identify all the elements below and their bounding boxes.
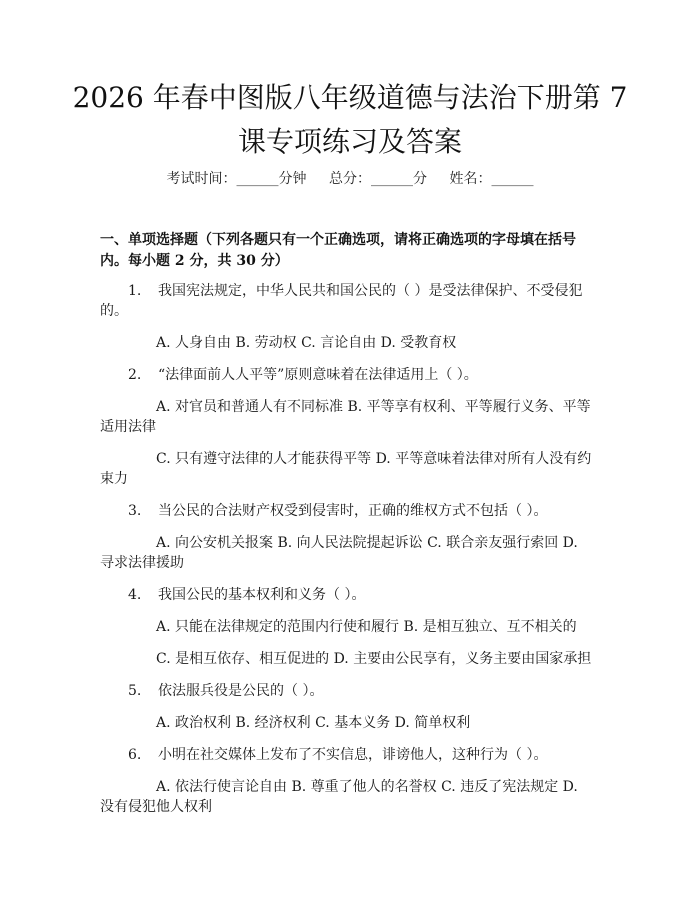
question-text: 我国公民的基本权利和义务（ ）。 (158, 587, 366, 603)
question-3-options-line1: A. 向公安机关报案 B. 向人民法院提起诉讼 C. 联合亲友强行索回 D. (156, 535, 578, 551)
question-number: 2. (128, 367, 142, 383)
question-number: 6. (128, 747, 142, 763)
question-number: 5. (128, 683, 142, 699)
document-title-line2: 课专项练习及答案 (237, 125, 462, 158)
question-number: 4. (128, 587, 142, 603)
question-2 (100, 362, 600, 388)
question-text: 我国宪法规定，中华人民共和国公民的（ ）是受法律保护、不受侵犯 (158, 283, 583, 299)
question-1-options: A. 人身自由 B. 劳动权 C. 言论自由 D. 受教育权 (156, 335, 457, 351)
question-2-options-line4: 束力 (100, 471, 128, 487)
question-number: 3. (128, 503, 142, 519)
question-6 (100, 742, 600, 768)
question-text: “法律面前人人平等”原则意味着在法律适用上（ ）。 (158, 367, 478, 383)
question-5-options: A. 政治权利 B. 经济权利 C. 基本义务 D. 简单权利 (156, 715, 471, 731)
question-6-options-line2: 没有侵犯他人权利 (100, 799, 212, 815)
question-2-options-line1: A. 对官员和普通人有不同标准 B. 平等享有权利、平等履行义务、平等 (156, 399, 591, 415)
exam-name: 姓名：______ (449, 171, 534, 187)
question-6-options-line1: A. 依法行使言论自由 B. 尊重了他人的名誉权 C. 违反了宪法规定 D. (156, 779, 578, 795)
question-5 (100, 678, 600, 704)
exam-meta (0, 169, 700, 189)
question-text: 依法服兵役是公民的（ ）。 (158, 683, 324, 699)
question-3 (100, 498, 600, 524)
question-4-options-line2: C. 是相互依存、相互促进的 D. 主要由公民享有，义务主要由国家承担 (156, 651, 592, 667)
section-heading-line2: 内。每小题 2 分，共 30 分） (100, 253, 289, 269)
question-text: 当公民的合法财产权受到侵害时，正确的维权方式不包括（ ）。 (158, 503, 548, 519)
section-heading-line1: 一、单项选择题（下列各题只有一个正确选项，请将正确选项的字母填在括号 (100, 232, 576, 248)
question-3-options-line2: 寻求法律援助 (100, 555, 184, 571)
question-number: 1. (128, 283, 142, 299)
exam-time: 考试时间：______分钟 (166, 171, 307, 187)
question-4-options-line1: A. 只能在法律规定的范围内行使和履行 B. 是相互独立、互不相关的 (156, 619, 577, 635)
exam-score: 总分：______分 (329, 171, 427, 187)
document-title-line1: 2026 年春中图版八年级道德与法治下册第 7 (72, 81, 628, 114)
question-1-cont: 的。 (100, 303, 128, 319)
question-text: 小明在社交媒体上发布了不实信息，诽谤他人，这种行为（ ）。 (158, 747, 548, 763)
question-2-options-line2: 适用法律 (100, 419, 156, 435)
question-4 (100, 582, 600, 608)
question-2-options-line3: C. 只有遵守法律的人才能获得平等 D. 平等意味着法律对所有人没有约 (156, 451, 592, 467)
